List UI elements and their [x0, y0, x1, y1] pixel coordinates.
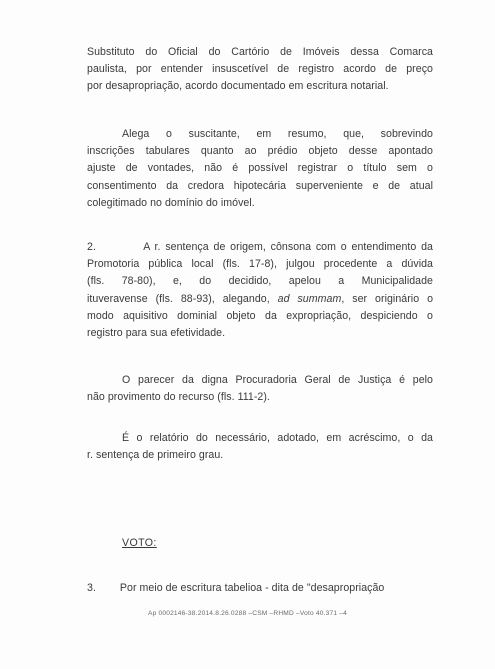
paragraph-alega [87, 126, 433, 212]
text-line: 2. A r. sentença de origem, cônsona com o entendimento da [87, 241, 433, 253]
paragraph-voto-start [87, 580, 433, 597]
text-line: não provimento do recurso (fls. 111-2). [87, 391, 270, 404]
paragraph-parecer [87, 372, 433, 406]
page-footer: Ap 0002146-38.2014.8.26.0288 –CSM –RHMD –Voto 40.371 –4 [147, 610, 348, 617]
latin-term: ad summam [277, 292, 342, 305]
text-line: r. sentença de primeiro grau. [87, 449, 224, 462]
text-line: ajuste de vontades, não é possível registrar o título sem o [87, 162, 433, 175]
text-line: 3. Por meio de escritura tabelioa - dita de "desapropriação [87, 582, 385, 594]
text-line: Substituto do Oficial do Cartório de Imóveis dessa Comarca [87, 46, 433, 58]
voto-heading: VOTO: [122, 537, 157, 549]
paragraph-intro [87, 44, 433, 96]
text-fragment: , ser originário o [341, 292, 434, 305]
text-fragment: ituveravense (fls. 88-93), alegando, [87, 292, 278, 305]
text-line: Promotoria pública local (fls. 17-8), julgou procedente a dúvida [87, 258, 433, 271]
text-line: (fls. 78-80), e, do decidido, apelou a Municipalidade [87, 275, 433, 288]
text-line [87, 291, 433, 308]
text-line: inscrições tabulares quanto ao prédio objeto desse apontado [87, 145, 433, 158]
text-line: por desapropriação, acordo documentado em escritura notarial. [87, 80, 389, 93]
text-line: O parecer da digna Procuradoria Geral de Justiça é pelo [122, 374, 433, 386]
text-line: registro para sua efetividade. [87, 327, 226, 340]
text-line: paulista, por entender insuscetível de registro acordo de preço [87, 63, 433, 76]
text-line: colegitimado no domínio do imóvel. [87, 196, 255, 209]
text-line: Alega o suscitante, em resumo, que, sobrevindo [122, 128, 433, 140]
text-line: É o relatório do necessário, adotado, em acréscimo, o da [122, 432, 433, 444]
paragraph-relatorio [87, 430, 433, 464]
paragraph-sentenca [87, 239, 433, 342]
text-line: modo aquisitivo dominial objeto da expropriação, despiciendo o [87, 309, 433, 322]
text-line: consentimento da credora hipotecária superveniente e de atual [87, 179, 433, 192]
